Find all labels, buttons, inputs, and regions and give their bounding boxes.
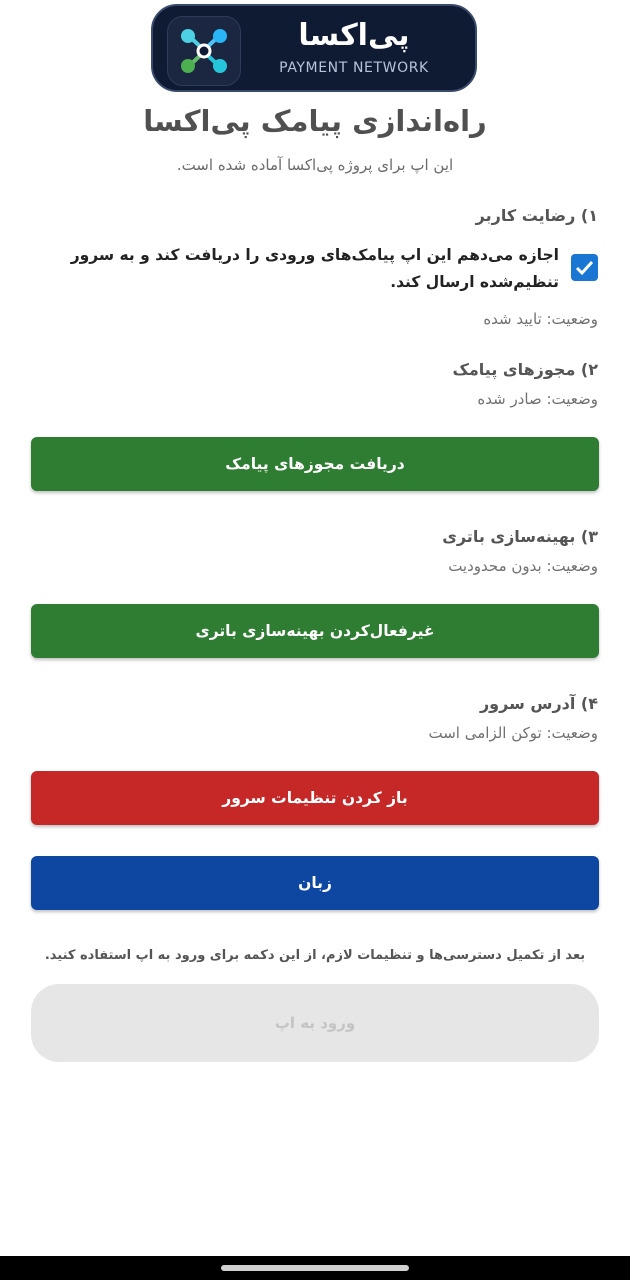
battery-status: وضعیت: بدون محدودیت	[448, 557, 598, 575]
home-gesture-handle[interactable]	[221, 1265, 409, 1271]
consent-status: وضعیت: تایید شده	[483, 310, 598, 328]
language-button[interactable]: زبان	[31, 856, 599, 910]
server-status: وضعیت: توکن الزامی است	[428, 724, 598, 742]
sms-permissions-section-title: ۲) مجوزهای پیامک	[452, 360, 598, 379]
server-section-title: ۴) آدرس سرور	[479, 694, 598, 713]
brand-logo-card	[151, 4, 477, 92]
enter-app-button[interactable]: ورود به اپ	[31, 984, 599, 1062]
brand-name: پی‌اکسا	[298, 18, 410, 53]
system-navigation-bar	[0, 1256, 630, 1280]
consent-section-title: ۱) رضایت کاربر	[475, 206, 598, 225]
brand-tagline: PAYMENT NETWORK	[279, 60, 429, 76]
consent-checkbox-label: اجازه می‌دهم این اپ پیامک‌های ورودی را دریافت کند و به سرور تنظیم‌شده ارسال کند.	[70, 246, 559, 291]
sms-permissions-status: وضعیت: صادر شده	[477, 390, 598, 408]
consent-checkbox[interactable]	[571, 254, 598, 281]
page-title: راه‌اندازی پیامک پی‌اکسا	[143, 104, 487, 138]
battery-section-title: ۳) بهینه‌سازی باتری	[442, 527, 598, 546]
brand-text	[249, 18, 459, 78]
network-nodes-icon	[167, 16, 241, 86]
get-sms-permissions-button[interactable]: دریافت مجوزهای پیامک	[31, 437, 599, 491]
enter-hint: بعد از تکمیل دسترسی‌ها و تنظیمات لازم، از این دکمه برای ورود به اپ استفاده کنید.	[44, 948, 586, 963]
check-icon	[574, 257, 595, 278]
open-server-settings-button[interactable]: باز کردن تنظیمات سرور	[31, 771, 599, 825]
consent-row[interactable]	[32, 242, 598, 296]
disable-battery-optimization-button[interactable]: غیرفعال‌کردن بهینه‌سازی باتری	[31, 604, 599, 658]
page-subtitle: این اپ برای پروژه پی‌اکسا آماده شده است.	[176, 156, 454, 174]
